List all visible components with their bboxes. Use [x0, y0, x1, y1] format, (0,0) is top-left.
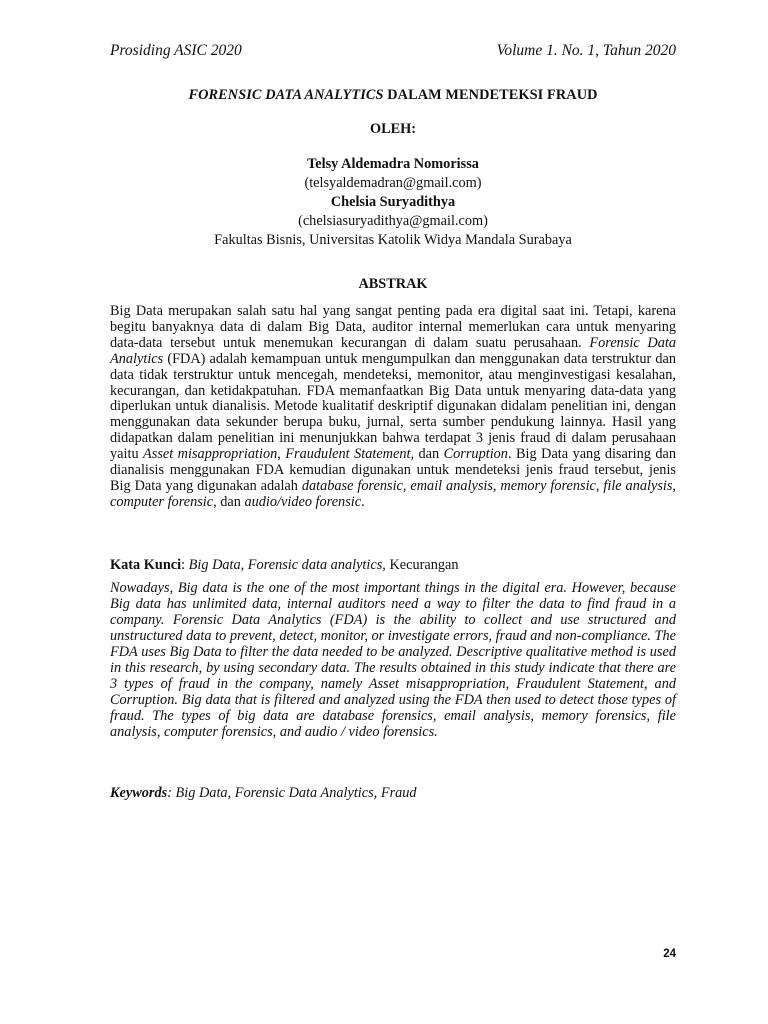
keywords-english — [110, 784, 676, 802]
abstract-text: , dan — [213, 493, 245, 510]
keywords-terms: Big Data, Forensic data analytics — [188, 557, 383, 573]
affiliation: Fakultas Bisnis, Universitas Katolik Widya Mandala Surabaya — [214, 232, 572, 248]
author-block — [110, 155, 676, 250]
abstract-term: audio/video forensic — [244, 493, 362, 510]
abstract-text: Big Data merupakan salah satu hal yang sangat penting pada era digital saat ini. Tetapi, karena begitu banyaknya data di dalam Big Data, auditor internal memerlukan cara untuk menyaring data-data tersebut untuk menemukan kecurangan di dalam suatu perusahaan. — [110, 303, 676, 351]
abstract-text: dan — [414, 446, 444, 463]
abstract-text: . — [361, 493, 365, 510]
keywords-terms: , Kecurangan — [382, 557, 459, 573]
running-header — [110, 41, 676, 61]
abstract-term: Corruption — [443, 446, 508, 463]
abstract-text: (FDA) adalah kemampuan untuk mengumpulkan dan menggunakan data terstruktur dan data tidak terstruktur untuk mencegah, mendeteksi, memonitor, atau menginvestigasi kesalahan, kecurangan, dan ketidakpatuhan. FDA memanfaatkan Big Data untuk menyaring data-data yang diperlukan untuk dianalisis. Metode kualitatif deskriptif digunakan didalam penelitian ini, dengan menggunakan data sekunder berupa buku, jurnal, serta sumber pendukung lainnya. Hasil yang didapatkan dalam penelitian ini menunjukkan bahwa terdapat 3 jenis fraud di dalam perusahaan yaitu — [110, 350, 676, 463]
author-name: Telsy Aldemadra Nomorissa — [307, 156, 479, 172]
abstract-term: Fraudulent Statement, — [285, 446, 415, 463]
keywords-label: Kata Kunci — [110, 557, 182, 573]
abstract-text: , — [277, 446, 286, 463]
page-number: 24 — [663, 948, 676, 960]
abstract-term: Asset misappropriation — [143, 446, 278, 463]
keywords-separator: : — [181, 557, 189, 573]
author-name: Chelsia Suryadithya — [330, 194, 456, 210]
abstract-heading: ABSTRAK — [358, 276, 428, 292]
paper-title — [110, 86, 676, 104]
author-email: (telsyaldemadran@gmail.com) — [304, 175, 482, 191]
keywords-label: Keywords — [110, 785, 168, 801]
byline-label: OLEH: — [369, 121, 417, 137]
abstract-text: . Big Data yang disaring dan dianalisis menggunakan FDA kemudian digunakan untuk mendeteksi jenis fraud tersebut, jenis Big Data yang digunakan adalah — [110, 446, 676, 494]
abstract-english: Nowadays, Big data is the one of the most important things in the digital era. However, because Big data has unlimited data, internal auditors need a way to filter the data to find fraud in a company. Forensic Data Analytics (FDA) is the ability to collect and use structured and unstructured data to prevent, detect, monitor, or investigate errors, fraud and non-compliance. The FDA uses Big Data to filter the data needed to be analyzed. Descriptive qualitative method is used in this research, by using secondary data. The results obtained in this study indicate that there are 3 types of fraud in the company, namely Asset misappropriation, Fraudulent Statement, and Corruption. Big data that is filtered and analyzed using the FDA then used to detect those types of fraud. The types of big data are database forensics, email analysis, memory forensics, file analysis, computer forensics, and audio / video forensics. — [110, 580, 676, 740]
paper-title-rest: DALAM MENDETEKSI FRAUD — [383, 87, 598, 103]
abstract-term: database forensic, email analysis, memory forensic, file analysis, computer forensic — [110, 477, 676, 510]
proceedings-name: Prosiding ASIC 2020 — [110, 42, 242, 59]
abstract-indonesian — [110, 304, 676, 511]
keywords-terms: : Big Data, Forensic Data Analytics, Fraud — [167, 785, 417, 801]
author-email: (chelsiasuryadithya@gmail.com) — [298, 213, 488, 229]
keywords-indonesian — [110, 556, 676, 574]
abstract-term: Forensic Data Analytics — [110, 334, 676, 367]
volume-info: Volume 1. No. 1, Tahun 2020 — [496, 42, 676, 59]
paper-title-italic: FORENSIC DATA ANALYTICS — [188, 87, 384, 103]
